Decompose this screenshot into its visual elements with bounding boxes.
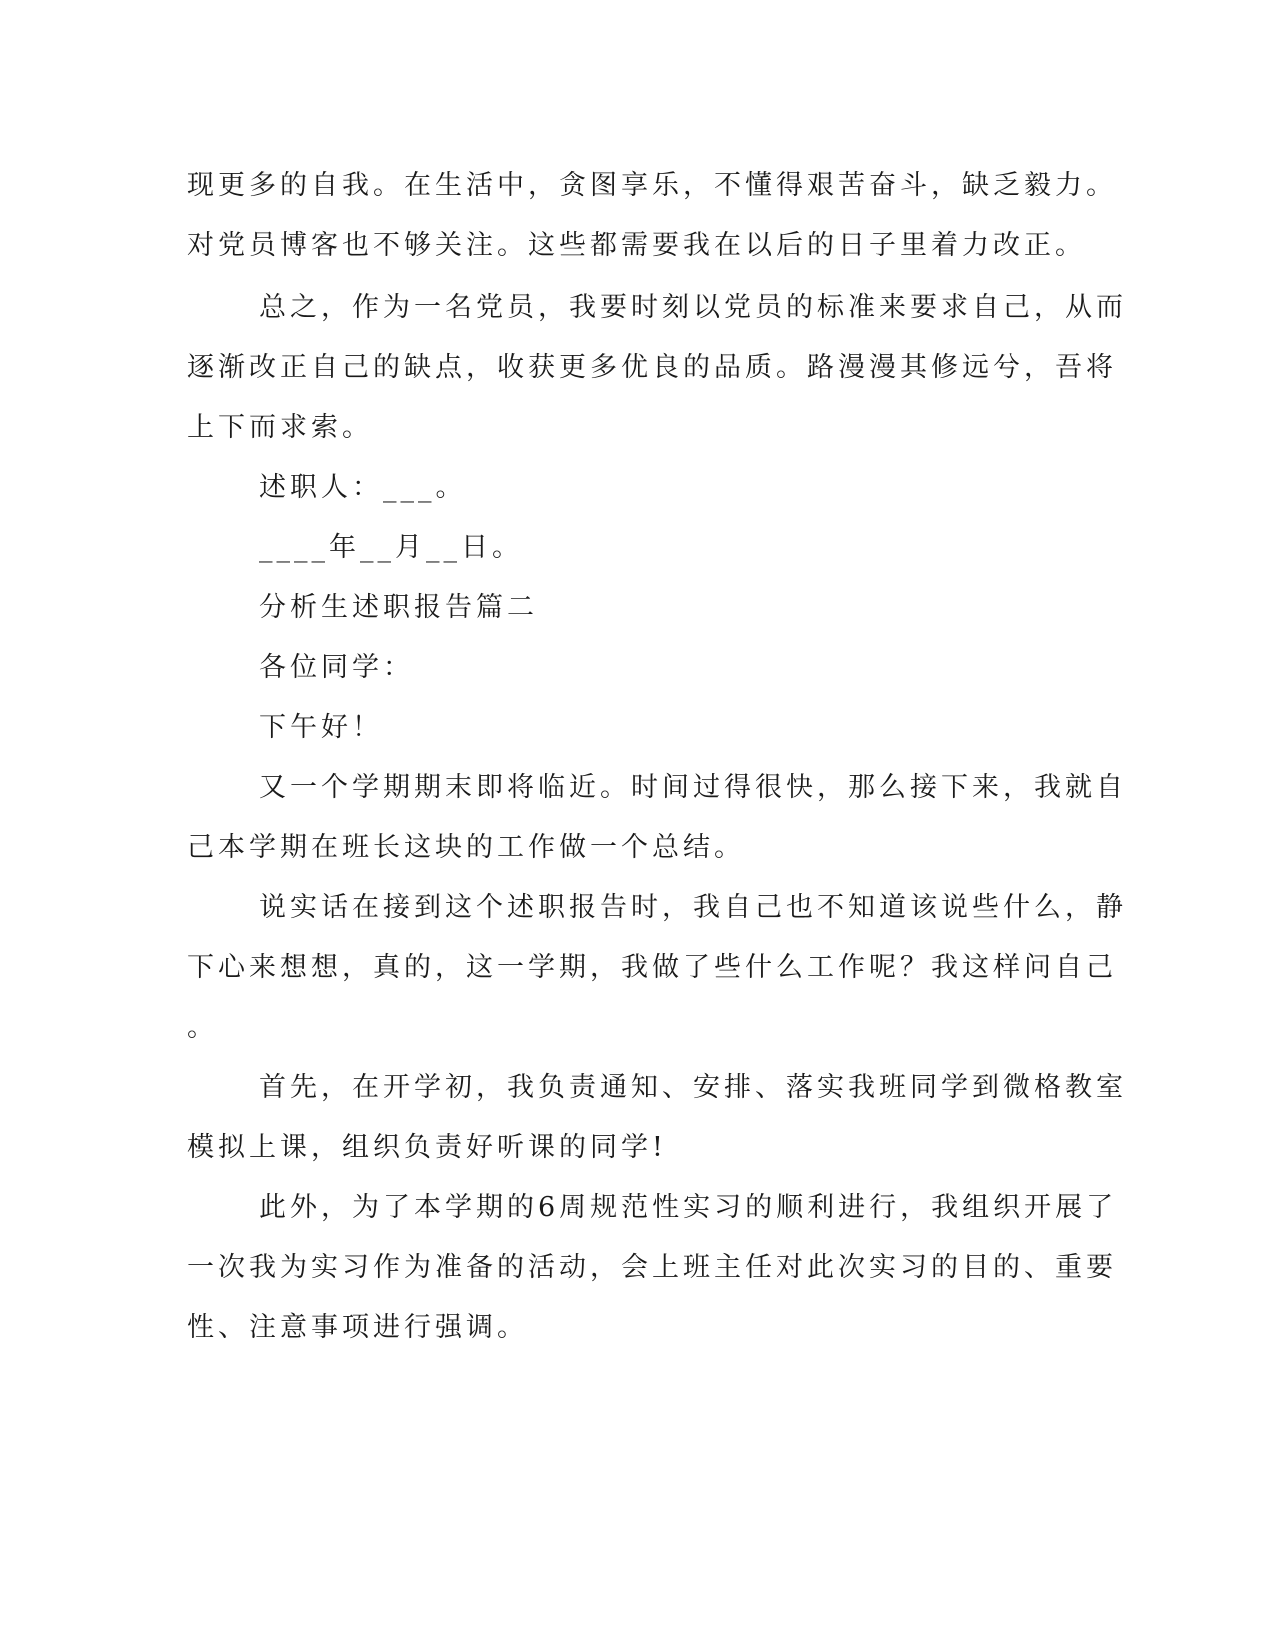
paragraph-line: 对党员博客也不够关注。这些都需要我在以后的日子里着力改正。 [187, 230, 1086, 261]
paragraph-line: 上下而求索。 [187, 412, 373, 443]
paragraph-line: 下心来想想，真的，这一学期，我做了些什么工作呢？我这样问自己 [187, 952, 1117, 983]
paragraph-line: 性、注意事项进行强调。 [187, 1312, 528, 1343]
paragraph-line: 总之，作为一名党员，我要时刻以党员的标准来要求自己，从而 [259, 292, 1127, 323]
paragraph-line: 现更多的自我。在生活中，贪图享乐，不懂得艰苦奋斗，缺乏毅力。 [187, 170, 1117, 201]
paragraph-line: 己本学期在班长这块的工作做一个总结。 [187, 832, 745, 863]
section-heading: 分析生述职报告篇二 [259, 592, 538, 623]
salutation: 各位同学： [259, 652, 414, 683]
signer-line: 述职人：___。 [259, 472, 467, 503]
greeting: 下午好！ [259, 712, 383, 743]
paragraph-line: 说实话在接到这个述职报告时，我自己也不知道该说些什么，静 [259, 892, 1127, 923]
paragraph-line: 又一个学期期末即将临近。时间过得很快，那么接下来，我就自 [259, 772, 1127, 803]
date-line: ____年__月__日。 [259, 532, 523, 563]
paragraph-line: 此外，为了本学期的6周规范性实习的顺利进行，我组织开展了 [259, 1192, 1118, 1223]
paragraph-line: 首先，在开学初，我负责通知、安排、落实我班同学到微格教室 [259, 1072, 1127, 1103]
paragraph-line: 一次我为实习作为准备的活动，会上班主任对此次实习的目的、重要 [187, 1252, 1117, 1283]
paragraph-line: 逐渐改正自己的缺点，收获更多优良的品质。路漫漫其修远兮，吾将 [187, 352, 1117, 383]
paragraph-line: 。 [187, 1012, 218, 1043]
paragraph-line: 模拟上课，组织负责好听课的同学! [187, 1132, 667, 1163]
